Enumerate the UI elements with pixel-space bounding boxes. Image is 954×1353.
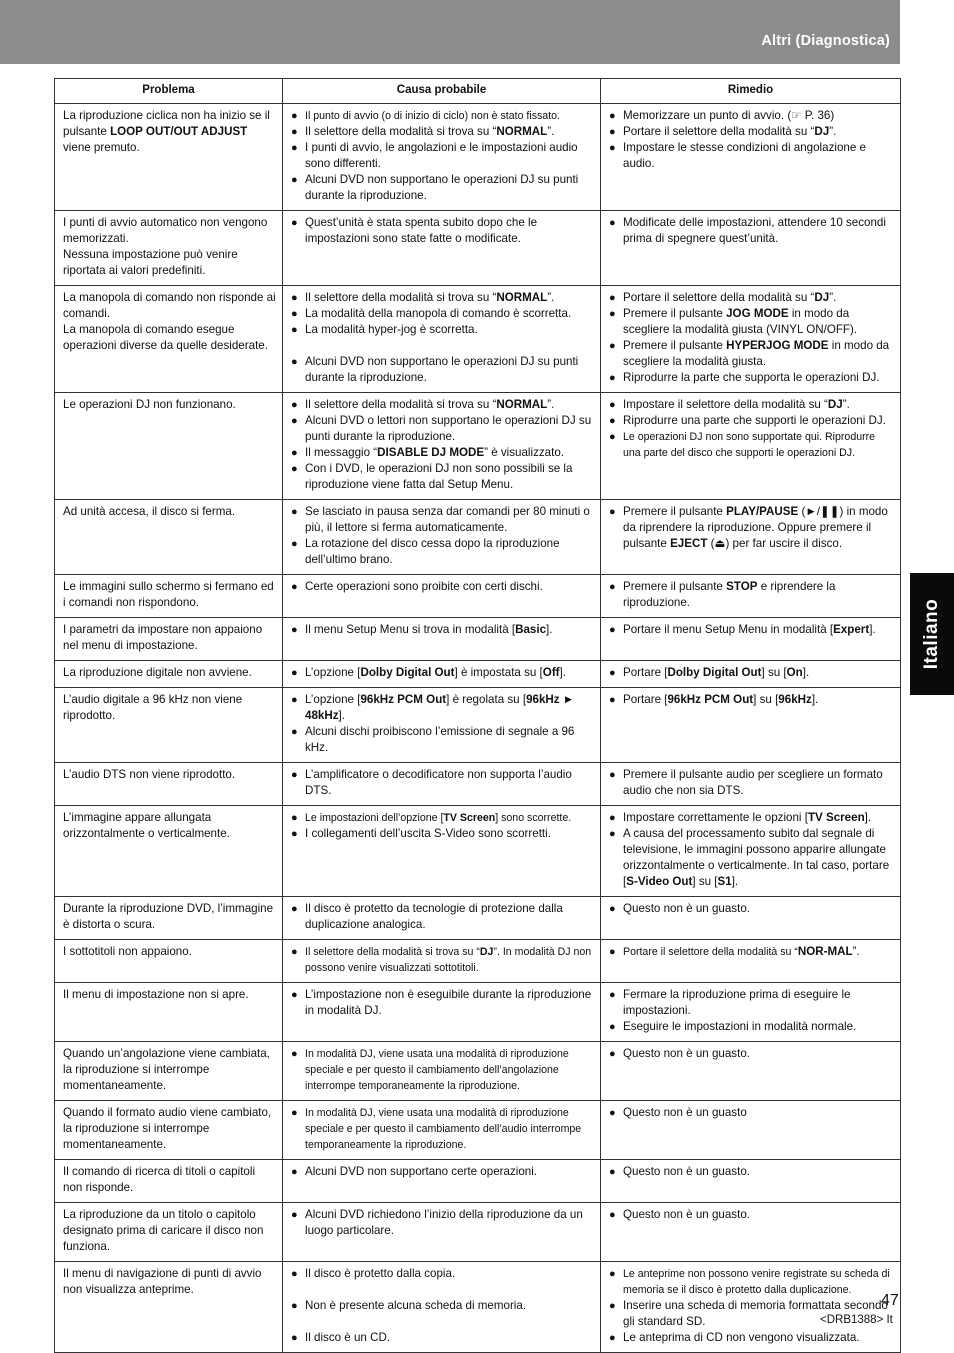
cause-list [291, 1207, 595, 1239]
cause-item: ● In modalità DJ, viene usata una modalità di riproduzione speciale e per questo il cambiamento dell’angolazione interrompe temporaneamente la riproduzione. [291, 1046, 595, 1094]
cause-item: ● L’amplificatore o decodificatore non supporta l’audio DTS. [291, 767, 595, 799]
cause-cell [283, 211, 601, 286]
remedy-item: ● Portare il selettore della modalità su “NOR-MAL”. [609, 944, 895, 960]
cause-list [291, 215, 595, 247]
cause-item: ● Il selettore della modalità si trova su “DJ”. In modalità DJ non possono venire visualizzati sottotitoli. [291, 944, 595, 976]
problem-cell: Le immagini sullo schermo si fermano ed i comandi non rispondono. [55, 575, 283, 618]
cause-list [291, 397, 595, 493]
cause-cell [283, 1160, 601, 1203]
cause-list [291, 767, 595, 799]
cause-list [291, 987, 595, 1019]
remedy-item: ● Eseguire le impostazioni in modalità normale. [609, 1019, 895, 1035]
remedy-list [609, 901, 895, 917]
remedy-list [609, 290, 895, 386]
remedy-item: ● Portare il selettore della modalità su “DJ”. [609, 124, 895, 140]
cause-list [291, 290, 595, 386]
table-row [55, 393, 901, 500]
table-header-row [55, 79, 901, 104]
cause-item: ● I collegamenti dell’uscita S-Video sono scorretti. [291, 826, 595, 842]
problem-cell: L’audio DTS non viene riprodotto. [55, 763, 283, 806]
cause-item: ● Il disco è protetto da tecnologie di protezione dalla duplicazione analogica. [291, 901, 595, 933]
cause-cell [283, 618, 601, 661]
remedy-list [609, 665, 895, 681]
remedy-cell [601, 688, 901, 763]
cause-item: ● La rotazione del disco cessa dopo la riproduzione dell’ultimo brano. [291, 536, 595, 568]
table-row [55, 618, 901, 661]
remedy-cell [601, 575, 901, 618]
remedy-list [609, 108, 895, 172]
language-tab-label: Italiano [921, 598, 942, 670]
remedy-cell [601, 763, 901, 806]
remedy-list [609, 987, 895, 1035]
column-header-cause: Causa probabile [283, 79, 601, 104]
problem-cell: Le operazioni DJ non funzionano. [55, 393, 283, 500]
cause-item: ● Il selettore della modalità si trova su “NORMAL”. [291, 397, 595, 413]
remedy-list [609, 215, 895, 247]
table-row [55, 1042, 901, 1101]
cause-item: ● Non è presente alcuna scheda di memoria. [291, 1298, 595, 1330]
remedy-list [609, 504, 895, 552]
cause-cell [283, 806, 601, 897]
remedy-cell [601, 104, 901, 211]
table-row [55, 1262, 901, 1353]
cause-list [291, 692, 595, 756]
problem-cell: I sottotitoli non appaiono. [55, 940, 283, 983]
remedy-item: ● Impostare correttamente le opzioni [TV Screen]. [609, 810, 895, 826]
cause-list [291, 901, 595, 933]
header-bar [0, 0, 900, 64]
cause-item: ● Alcuni DVD non supportano certe operazioni. [291, 1164, 595, 1180]
remedy-item: ● Impostare il selettore della modalità su “DJ”. [609, 397, 895, 413]
cause-list [291, 1046, 595, 1094]
remedy-item: ● Questo non è un guasto. [609, 901, 895, 917]
cause-cell [283, 763, 601, 806]
cause-item: ● Quest’unità è stata spenta subito dopo che le impostazioni sono state fatte o modificate. [291, 215, 595, 247]
cause-item: ● L’opzione [96kHz PCM Out] è regolata su [96kHz ► 48kHz]. [291, 692, 595, 724]
table-row [55, 940, 901, 983]
cause-item: ● La modalità hyper-jog è scorretta. [291, 322, 595, 354]
problem-cell: Il comando di ricerca di titoli o capitoli non risponde. [55, 1160, 283, 1203]
remedy-list [609, 1046, 895, 1062]
remedy-item: ● Questo non è un guasto. [609, 1207, 895, 1223]
column-header-remedy: Rimedio [601, 79, 901, 104]
table-row [55, 806, 901, 897]
remedy-list [609, 1266, 895, 1346]
cause-list [291, 810, 595, 842]
problem-cell: Quando il formato audio viene cambiato, la riproduzione si interrompe momentaneamente. [55, 1101, 283, 1160]
remedy-list [609, 810, 895, 890]
problem-cell: L’immagine appare allungata orizzontalmente o verticalmente. [55, 806, 283, 897]
cause-list [291, 944, 595, 976]
remedy-item: ● Portare [96kHz PCM Out] su [96kHz]. [609, 692, 895, 708]
page-number: 47 [881, 1292, 899, 1309]
remedy-cell [601, 661, 901, 688]
cause-cell [283, 983, 601, 1042]
remedy-item: ● Riprodurre la parte che supporta le operazioni DJ. [609, 370, 895, 386]
cause-list [291, 1164, 595, 1180]
cause-item: ● L’impostazione non è eseguibile durante la riproduzione in modalità DJ. [291, 987, 595, 1019]
cause-cell [283, 1262, 601, 1353]
remedy-item: ● Portare il menu Setup Menu in modalità [Expert]. [609, 622, 895, 638]
table-row [55, 1101, 901, 1160]
cause-cell [283, 1101, 601, 1160]
problem-cell: La riproduzione ciclica non ha inizio se il pulsante LOOP OUT/OUT ADJUST viene premuto. [55, 104, 283, 211]
remedy-item: ● Premere il pulsante HYPERJOG MODE in modo da scegliere la modalità giusta. [609, 338, 895, 370]
cause-item: ● Se lasciato in pausa senza dar comandi per 80 minuti o più, il lettore si ferma automaticamente. [291, 504, 595, 536]
cause-list [291, 622, 595, 638]
cause-cell [283, 286, 601, 393]
document-code: <DRB1388> It [820, 1314, 893, 1326]
cause-item: ● Alcuni dischi proibiscono l’emissione di segnale a 96 kHz. [291, 724, 595, 756]
cause-item: ● La modalità della manopola di comando è scorretta. [291, 306, 595, 322]
remedy-item: ● Fermare la riproduzione prima di eseguire le impostazioni. [609, 987, 895, 1019]
remedy-item: ● Premere il pulsante JOG MODE in modo da scegliere la modalità giusta (VINYL ON/OFF). [609, 306, 895, 338]
cause-cell [283, 393, 601, 500]
cause-item: ● Alcuni DVD o lettori non supportano le operazioni DJ su punti durante la riproduzione. [291, 413, 595, 445]
cause-cell [283, 940, 601, 983]
problem-cell: L’audio digitale a 96 kHz non viene riprodotto. [55, 688, 283, 763]
remedy-cell [601, 983, 901, 1042]
table-row [55, 763, 901, 806]
remedy-item: ● Questo non è un guasto. [609, 1046, 895, 1062]
cause-cell [283, 104, 601, 211]
problem-cell: La manopola di comando non risponde ai comandi. La manopola di comando esegue operazioni diverse da quelle desiderate. [55, 286, 283, 393]
problem-cell: La riproduzione digitale non avviene. [55, 661, 283, 688]
table-row [55, 1160, 901, 1203]
remedy-list [609, 397, 895, 461]
cause-item: ● Alcuni DVD non supportano le operazioni DJ su punti durante la riproduzione. [291, 172, 595, 204]
problem-cell: Ad unità accesa, il disco si ferma. [55, 500, 283, 575]
remedy-list [609, 767, 895, 799]
cause-cell [283, 575, 601, 618]
remedy-item: ● Modificate delle impostazioni, attendere 10 secondi prima di spegnere quest’unità. [609, 215, 895, 247]
remedy-item: ● Premere il pulsante audio per scegliere un formato audio che non sia DTS. [609, 767, 895, 799]
remedy-item: ● A causa del processamento subito dal segnale di televisione, le immagini possono apparire allungate orizzontalmente o verticalmente. In tal caso, portare [S-Video Out] su [S1]. [609, 826, 895, 890]
remedy-cell [601, 286, 901, 393]
cause-item: ● Alcuni DVD richiedono l’inizio della riproduzione da un luogo particolare. [291, 1207, 595, 1239]
table-row [55, 661, 901, 688]
remedy-list [609, 579, 895, 611]
language-tab [910, 573, 954, 695]
cause-item: ● I punti di avvio, le angolazioni e le impostazioni audio sono differenti. [291, 140, 595, 172]
problem-cell: I parametri da impostare non appaiono nel menu di impostazione. [55, 618, 283, 661]
remedy-item: ● Portare [Dolby Digital Out] su [On]. [609, 665, 895, 681]
remedy-cell [601, 1042, 901, 1101]
remedy-cell [601, 1101, 901, 1160]
cause-item: ● Le impostazioni dell’opzione [TV Screen] sono scorrette. [291, 810, 595, 826]
cause-item: ● Il menu Setup Menu si trova in modalità [Basic]. [291, 622, 595, 638]
problem-cell: Il menu di impostazione non si apre. [55, 983, 283, 1042]
cause-list [291, 579, 595, 595]
remedy-cell [601, 940, 901, 983]
remedy-item: ● Questo non è un guasto. [609, 1164, 895, 1180]
cause-item: ● Il selettore della modalità si trova su “NORMAL”. [291, 290, 595, 306]
cause-cell [283, 688, 601, 763]
table-row [55, 688, 901, 763]
cause-list [291, 665, 595, 681]
problem-cell: I punti di avvio automatico non vengono memorizzati. Nessuna impostazione può venire riportata ai valori predefiniti. [55, 211, 283, 286]
cause-cell [283, 500, 601, 575]
cause-list [291, 1266, 595, 1346]
cause-item: ● In modalità DJ, viene usata una modalità di riproduzione speciale e per questo il cambiamento dell’audio interrompe temporaneamente la riproduzione. [291, 1105, 595, 1153]
cause-item: ● Il punto di avvio (o di inizio di ciclo) non è stato fissato. [291, 108, 595, 124]
remedy-list [609, 1207, 895, 1223]
remedy-cell [601, 1262, 901, 1353]
table-row [55, 500, 901, 575]
remedy-cell [601, 211, 901, 286]
remedy-item: ● Memorizzare un punto di avvio. (☞ P. 36) [609, 108, 895, 124]
remedy-list [609, 622, 895, 638]
table-row [55, 897, 901, 940]
cause-item: ● Il selettore della modalità si trova su “NORMAL”. [291, 124, 595, 140]
cause-list [291, 108, 595, 204]
remedy-cell [601, 806, 901, 897]
table-row [55, 286, 901, 393]
remedy-cell [601, 1203, 901, 1262]
table-body [55, 104, 901, 1353]
remedy-item: ● Le anteprime non possono venire registrate su scheda di memoria se il disco è protetto dalla duplicazione. [609, 1266, 895, 1298]
remedy-item: ● Questo non è un guasto [609, 1105, 895, 1121]
cause-cell [283, 897, 601, 940]
remedy-cell [601, 897, 901, 940]
cause-item: ● Certe operazioni sono proibite con certi dischi. [291, 579, 595, 595]
cause-item: ● Alcuni DVD non supportano le operazioni DJ su punti durante la riproduzione. [291, 354, 595, 386]
table-row [55, 575, 901, 618]
remedy-item: ● Le anteprima di CD non vengono visualizzata. [609, 1330, 895, 1346]
remedy-list [609, 1164, 895, 1180]
problem-cell: La riproduzione da un titolo o capitolo designato prima di caricare il disco non funziona. [55, 1203, 283, 1262]
cause-item: ● L’opzione [Dolby Digital Out] è impostata su [Off]. [291, 665, 595, 681]
remedy-cell [601, 1160, 901, 1203]
remedy-item: ● Impostare le stesse condizioni di angolazione e audio. [609, 140, 895, 172]
remedy-list [609, 1105, 895, 1121]
cause-item: ● Con i DVD, le operazioni DJ non sono possibili se la riproduzione viene fatta dal Setup Menu. [291, 461, 595, 493]
cause-list [291, 504, 595, 568]
remedy-list [609, 944, 895, 960]
table-row [55, 983, 901, 1042]
remedy-list [609, 692, 895, 708]
problem-cell: Il menu di navigazione di punti di avvio non visualizza anteprime. [55, 1262, 283, 1353]
section-title: Altri (Diagnostica) [761, 33, 890, 49]
cause-item: ● Il messaggio “DISABLE DJ MODE” è visualizzato. [291, 445, 595, 461]
problem-cell: Durante la riproduzione DVD, l’immagine è distorta o scura. [55, 897, 283, 940]
remedy-item: ● Riprodurre una parte che supporti le operazioni DJ. [609, 413, 895, 429]
cause-list [291, 1105, 595, 1153]
remedy-cell [601, 393, 901, 500]
remedy-cell [601, 618, 901, 661]
remedy-item: ● Portare il selettore della modalità su “DJ”. [609, 290, 895, 306]
remedy-cell [601, 500, 901, 575]
troubleshooting-table [54, 78, 901, 1353]
cause-cell [283, 661, 601, 688]
cause-cell [283, 1042, 601, 1101]
remedy-item: ● Le operazioni DJ non sono supportate qui. Riprodurre una parte del disco che supporti le operazioni DJ. [609, 429, 895, 461]
cause-item: ● Il disco è un CD. [291, 1330, 595, 1346]
table-row [55, 211, 901, 286]
cause-item: ● Il disco è protetto dalla copia. [291, 1266, 595, 1298]
remedy-item: ● Premere il pulsante PLAY/PAUSE (►/❚❚) in modo da riprendere la riproduzione. Oppure premere il pulsante EJECT (⏏) per far uscire il disco. [609, 504, 895, 552]
table-row [55, 1203, 901, 1262]
cause-cell [283, 1203, 601, 1262]
remedy-item: ● Inserire una scheda di memoria formattata secondo gli standard SD. [609, 1298, 895, 1330]
column-header-problem: Problema [55, 79, 283, 104]
remedy-item: ● Premere il pulsante STOP e riprendere la riproduzione. [609, 579, 895, 611]
table-row [55, 104, 901, 211]
problem-cell: Quando un’angolazione viene cambiata, la riproduzione si interrompe momentaneamente. [55, 1042, 283, 1101]
